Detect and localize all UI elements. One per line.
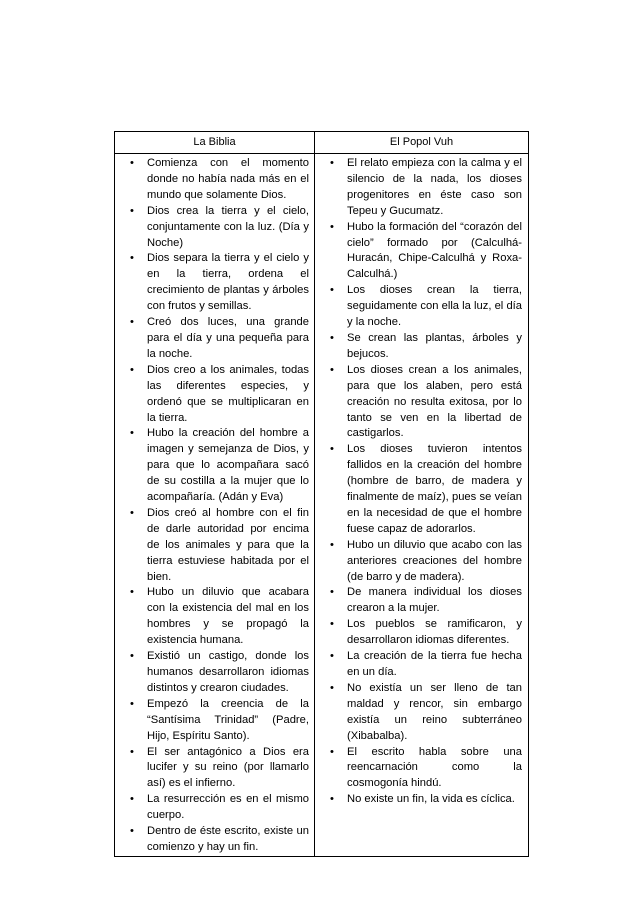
list-item-text: Existió un castigo, donde los humanos desarrollaron idiomas distintos y crearon ciudades. [147,650,309,694]
content-row [115,154,529,857]
list-item [315,617,522,649]
list-item [115,697,309,745]
list-item [115,745,309,793]
list-item [115,649,309,697]
list-item [115,363,309,427]
list-item-text: Los dioses crean la tierra, seguidamente con ella la luz, el día y la noche. [347,284,522,329]
list-item-text: La resurrección es en el mismo cuerpo. [147,793,309,822]
list-item-text: De manera individual los dioses crearon a la mujer. [347,586,522,615]
bullet-icon: • [330,220,334,233]
bullet-icon: • [130,650,134,663]
list-item [115,156,309,204]
list-item-text: Comienza con el momento donde no había nada más en el mundo que solamente Dios. [147,157,309,201]
bullet-icon: • [330,618,334,631]
list-item [315,649,522,681]
bullet-icon: • [130,586,134,599]
list-item [315,792,522,808]
list-item-text: Dios creó al hombre con el fin de darle autoridad por encima de los animales y para que la tierra estuviese habitada por el bien. [147,506,309,583]
bullet-icon: • [330,793,334,806]
popol-vuh-cell [315,154,529,857]
list-item [315,283,522,331]
list-item [315,681,522,745]
list-item-text: Se crean las plantas, árboles y bejucos. [347,331,522,360]
list-item [315,220,522,284]
list-item [115,792,309,824]
biblia-list [115,154,314,856]
list-item [315,538,522,586]
bullet-icon: • [330,538,334,551]
list-item-text: Hubo un diluvio que acabara con la existencia del mal en los hombres y se propagó la existencia humana. [147,586,309,647]
list-item-text: Hubo la creación del hombre a imagen y semejanza de Dios, y para que lo acompañara sacó de su costilla a la mujer que lo acompañaría. (Adán y Eva) [147,427,309,504]
list-item [315,442,522,537]
list-item-text: No existía un ser lleno de tan maldad y rencor, sin embargo existía un reino subterráneo (Xibabalba). [347,681,522,742]
bullet-icon: • [130,316,134,329]
list-item-text: Dentro de éste escrito, existe un comienzo y hay un fin. [147,825,309,853]
bullet-icon: • [130,252,134,265]
bullet-icon: • [330,443,334,456]
list-item [315,745,522,793]
bullet-icon: • [330,681,334,694]
list-item [115,824,309,856]
bullet-icon: • [130,793,134,806]
bullet-icon: • [330,284,334,297]
biblia-cell [115,154,315,857]
list-item [115,251,309,315]
bullet-icon: • [130,697,134,710]
bullet-icon: • [330,331,334,344]
bullet-icon: • [330,745,334,758]
bullet-icon: • [130,745,134,758]
bullet-icon: • [330,157,334,169]
list-item-text: Hubo un diluvio que acabo con las anteriores creaciones del hombre (de barro y de madera). [347,538,522,583]
comparison-table [114,131,529,857]
list-item-text: Los dioses crean a los animales, para que los alaben, pero está creación no resulta exitosa, por lo tanto se ven en la libertad de castigarlos. [347,363,522,440]
list-item [315,156,522,220]
header-row [115,132,529,154]
list-item [115,315,309,363]
bullet-icon: • [130,204,134,217]
list-item-text: Hubo la formación del “corazón del cielo” formado por (Calculhá-Huracán, Chipe-Calculhá y Roxa-Calculhá.) [347,220,522,281]
list-item-text: Empezó la creencia de la “Santísima Trinidad” (Padre, Hijo, Espíritu Santo). [147,697,309,742]
popol-vuh-list [315,154,528,808]
list-item [315,585,522,617]
list-item-text: El escrito habla sobre una reencarnación como la cosmogonía hindú. [347,745,522,790]
list-item-text: Los dioses tuvieron intentos fallidos en la creación del hombre (hombre de barro, de madera y finalmente de maíz), pues se veían en la necesidad de que el hombre fuese capaz de adorarlos. [347,443,522,535]
list-item [315,363,522,443]
list-item-text: La creación de la tierra fue hecha en un día. [347,650,522,678]
bullet-icon: • [130,506,134,519]
list-item [115,585,309,649]
list-item-text: Creó dos luces, una grande para el día y una pequeña para la noche. [147,316,309,360]
list-item [115,506,309,586]
bullet-icon: • [330,586,334,599]
bullet-icon: • [130,157,134,169]
list-item-text: Dios crea la tierra y el cielo, conjuntamente con la luz. (Día y Noche) [147,204,309,249]
bullet-icon: • [330,363,334,376]
bullet-icon: • [130,363,134,376]
list-item-text: Dios separa la tierra y el cielo y en la tierra, ordena el crecimiento de plantas y árboles con frutos y semillas. [147,252,309,313]
list-item [315,331,522,363]
list-item-text: Dios creo a los animales, todas las diferentes especies, y ordenó que se multiplicaran en la tierra. [147,363,309,424]
bullet-icon: • [330,650,334,663]
list-item-text: No existe un fin, la vida es cíclica. [347,793,515,806]
list-item-text: El relato empieza con la calma y el silencio de la nada, los dioses progenitores en éste caso son Tepeu y Gucumatz. [347,157,522,217]
list-item-text: Los pueblos se ramificaron, y desarrollaron idiomas diferentes. [347,618,522,647]
list-item [115,204,309,252]
header-el-popol-vuh: El Popol Vuh [315,132,529,154]
list-item [115,426,309,506]
list-item-text: El ser antagónico a Dios era lucifer y su reino (por llamarlo así) es el infierno. [147,745,309,790]
bullet-icon: • [130,825,134,838]
header-la-biblia: La Biblia [115,132,315,154]
bullet-icon: • [130,427,134,440]
